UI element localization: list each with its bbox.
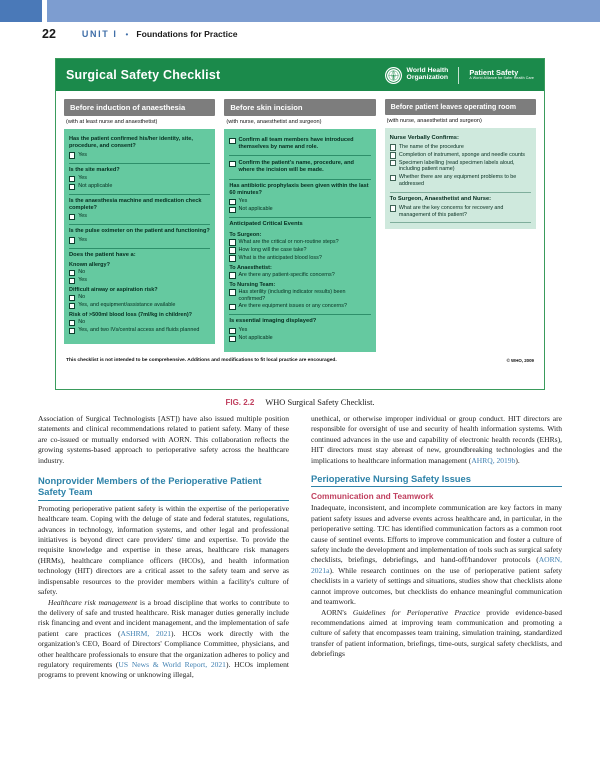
- column-1-header: Before induction of anaesthesia: [64, 99, 215, 116]
- column-1-panel: [64, 129, 215, 344]
- checklist-group: [69, 164, 210, 195]
- checklist-option[interactable]: [69, 175, 210, 182]
- checkbox-icon[interactable]: [229, 336, 235, 342]
- checkbox-icon[interactable]: [69, 303, 75, 309]
- paragraph-text: ). HCOs implement programs to prevent knowing or unknowing illegal,: [38, 659, 289, 680]
- running-head: [42, 24, 562, 44]
- checklist-option[interactable]: [69, 277, 210, 284]
- checkbox-icon[interactable]: [390, 205, 396, 211]
- checklist-option[interactable]: [229, 160, 370, 174]
- checklist-group: [229, 180, 370, 219]
- unit-label: UNIT I: [81, 29, 118, 39]
- who-logo-lockup: [385, 67, 534, 84]
- paragraph-text: is a broad discipline that works to contribute to the delivery of safe and trusted healthcare. Risk manager duties generally include risk financing and event and incident management, and the implementation of safe patient care practices (: [38, 597, 289, 638]
- checklist-option[interactable]: [69, 269, 210, 276]
- checklist-option[interactable]: [229, 247, 370, 254]
- checkbox-icon[interactable]: [229, 239, 235, 245]
- checkbox-icon[interactable]: [229, 207, 235, 213]
- paragraph: [38, 598, 289, 681]
- body-column-left: [38, 414, 289, 681]
- option-label: Yes: [78, 236, 87, 243]
- checkbox-icon[interactable]: [229, 247, 235, 253]
- checklist-subgroup-label: Known allergy?: [69, 262, 110, 269]
- option-label: How long will the case take?: [238, 246, 307, 253]
- who-emblem-icon: [385, 67, 402, 84]
- checklist-option[interactable]: [229, 206, 370, 213]
- option-label: Has sterility (including indicator results) been confirmed?: [238, 288, 346, 302]
- checklist-subgroup-label: To Nursing Team:: [229, 281, 276, 288]
- paragraph-text: provide evidence-based recommendations aimed at improving team communication and promoting a culture of safety that encompasses team training, simulation training, standardized transfer of patient information, briefings, time-outs, surgical safety checklists, and debriefings: [311, 607, 562, 659]
- checklist-question: To Surgeon, Anaesthetist and Nurse:: [389, 196, 492, 203]
- paragraph: [311, 608, 562, 660]
- figure-caption: [55, 392, 545, 410]
- paragraph: [311, 503, 562, 607]
- option-label: Yes: [78, 151, 87, 158]
- checklist-option[interactable]: [229, 335, 370, 342]
- option-label: Yes: [238, 198, 248, 205]
- option-label: Are there equipment issues or any concerns?: [238, 303, 347, 310]
- checklist-option[interactable]: [390, 152, 531, 159]
- checkbox-icon[interactable]: [69, 278, 75, 284]
- option-label: Not applicable: [238, 206, 273, 213]
- paragraph-text: ). While research continues on the use of perioperative patient safety checklists in a variety of settings and situations, studies show that checklists alone cannot improve outcomes, but checklists do enhance meaningful communication and teamwork.: [311, 565, 562, 607]
- checklist-question: Is the site marked?: [69, 166, 120, 173]
- checklist-columns: [56, 91, 544, 352]
- checkbox-icon[interactable]: [229, 161, 235, 167]
- option-label: Whether there are any equipment problems to be addressed: [398, 174, 517, 188]
- figure-footer: [56, 352, 544, 363]
- italic-title: Guidelines for Perioperative Practice: [352, 607, 481, 617]
- figure-number: FIG. 2.2: [225, 398, 255, 407]
- option-label: Yes: [78, 277, 87, 284]
- citation-reference[interactable]: US News & World Report, 2021: [118, 659, 226, 669]
- checklist-group: [229, 315, 370, 346]
- checklist-option[interactable]: [390, 160, 531, 174]
- checkbox-icon[interactable]: [69, 328, 75, 334]
- checklist-group: [69, 225, 210, 248]
- paragraph-text: AORN's: [321, 607, 353, 617]
- checklist-option[interactable]: [390, 205, 531, 219]
- option-label: Completion of instrument, sponge and needle counts: [398, 151, 526, 158]
- checkbox-icon[interactable]: [69, 214, 75, 220]
- option-label: No: [78, 269, 86, 276]
- figure-copyright: © WHO, 2009: [506, 357, 534, 363]
- checkbox-icon[interactable]: [69, 184, 75, 190]
- checkbox-icon[interactable]: [229, 272, 235, 278]
- checklist-group: [69, 249, 210, 338]
- column-3-subtitle: (with nurse, anaesthetist and surgeon): [386, 118, 482, 124]
- checkbox-icon[interactable]: [390, 144, 396, 150]
- checklist-option[interactable]: [229, 239, 370, 246]
- page-top-decorative-bar: [0, 0, 600, 22]
- checklist-option[interactable]: [229, 198, 370, 205]
- option-label: Yes: [238, 326, 248, 333]
- paragraph-text: ). HCOs work directly with the organization's CEO, Board of Directors' Compliance Committee, physicians, and other healthcare professionals to ensure that the organization adheres to policy and regulatory requirements (: [38, 628, 289, 669]
- checklist-option[interactable]: [69, 213, 210, 220]
- column-2-subtitle: (with nurse, anaesthetist and surgeon): [226, 119, 322, 125]
- checklist-option[interactable]: [229, 137, 370, 151]
- page-number: 22: [42, 27, 56, 41]
- body-text-area: [38, 414, 563, 681]
- figure-header-bar: [56, 59, 544, 91]
- option-label: Specimen labelling (read specimen labels aloud, including patient name): [398, 159, 515, 173]
- option-label: The name of the procedure: [398, 143, 464, 150]
- section-heading-nonprovider-members: Nonprovider Members of the Perioperative Patient Safety Team: [38, 475, 289, 501]
- checklist-option[interactable]: [229, 289, 370, 303]
- checklist-subgroup-label: Risk of >500ml blood loss (7ml/kg in children)?: [69, 311, 193, 318]
- checklist-option[interactable]: [69, 152, 210, 159]
- patient-safety-tagline: A World Alliance for Safer Health Care: [469, 76, 534, 80]
- option-label: Confirm all team members have introduced themselves by name and role.: [238, 137, 354, 151]
- checklist-question: Nurse Verbally Confirms:: [389, 135, 459, 141]
- option-label: Yes: [78, 174, 87, 181]
- who-logo-divider: [458, 67, 459, 84]
- checkbox-icon[interactable]: [69, 176, 75, 182]
- body-column-right: [311, 414, 562, 681]
- checklist-question: Anticipated Critical Events: [229, 221, 303, 228]
- who-line-1: World Health: [406, 67, 449, 75]
- who-wordmark: [407, 68, 449, 82]
- checkbox-icon[interactable]: [229, 199, 235, 205]
- figure-footer-note: This checklist is not intended to be comprehensive. Additions and modifications to fit local practice are encouraged.: [66, 357, 337, 363]
- checkbox-icon[interactable]: [69, 152, 75, 158]
- checklist-group: [229, 156, 370, 179]
- checklist-option[interactable]: [390, 144, 531, 151]
- italic-term: Healthcare risk management: [48, 597, 138, 607]
- checklist-option[interactable]: [229, 255, 370, 262]
- checklist-group: [69, 195, 210, 226]
- checklist-column-before-patient-leaves: [385, 99, 536, 352]
- checkbox-icon[interactable]: [390, 152, 396, 158]
- checkbox-icon[interactable]: [229, 304, 235, 310]
- checklist-option[interactable]: [69, 327, 210, 334]
- option-label: What are the key concerns for recovery and management of this patient?: [398, 204, 504, 218]
- checklist-subgroup-label: Difficult airway or aspiration risk?: [69, 287, 158, 294]
- figure-surgical-safety-checklist: [55, 58, 545, 390]
- checklist-group: [229, 133, 370, 156]
- running-head-bullet: •: [125, 29, 129, 39]
- checkbox-icon[interactable]: [390, 160, 396, 166]
- checklist-question: Has the patient confirmed his/her identity, site, procedure, and consent?: [69, 136, 193, 150]
- checklist-subgroup-label: To Surgeon:: [229, 231, 262, 238]
- paragraph-text: Inadequate, inconsistent, and incomplete communication are key factors in many patient safety issues and adverse events across healthcare and, in particular, in the perioperative setting. TJC has identified communication factors as a common root cause of sentinel events. Efforts to improve communication and foster a culture of safety include the development and implementation of tools such as surgical safety checklists, briefings, debriefings, and hand-off/handover protocols (: [311, 503, 562, 565]
- paragraph-text: ).: [515, 455, 520, 465]
- checklist-question: Is the anaesthesia machine and medication check complete?: [69, 197, 202, 212]
- checklist-option[interactable]: [69, 294, 210, 301]
- option-label: What are the critical or non-routine steps?: [238, 238, 339, 245]
- paragraph: Association of Surgical Technologists [AST]) have also issued multiple position statements and clinical recommendations related to patient safety. Many of these are co-issued or mutually endorsed with AORN. This collaboration reflects the growing systems-based approach to perioperative safety across the healthcare industry.: [38, 414, 289, 465]
- checkbox-icon[interactable]: [229, 255, 235, 261]
- topbar-light-segment: [47, 0, 600, 22]
- option-label: Are there any patient-specific concerns?: [238, 271, 335, 278]
- column-2-header: Before skin incision: [224, 99, 375, 116]
- section-heading-perioperative-nursing-safety-issues: Perioperative Nursing Safety Issues: [311, 473, 562, 487]
- option-label: Yes, and two IVs/central access and fluids planned: [78, 326, 200, 333]
- subsection-heading-communication-and-teamwork: Communication and Teamwork: [311, 491, 434, 502]
- checklist-option[interactable]: [390, 174, 531, 188]
- paragraph: [311, 414, 562, 466]
- option-label: What is the anticipated blood loss?: [238, 254, 322, 261]
- checkbox-icon[interactable]: [69, 320, 75, 326]
- checklist-group: [69, 133, 210, 164]
- checklist-question: Has antibiotic prophylaxis been given within the last 60 minutes?: [229, 182, 369, 196]
- checklist-option[interactable]: [69, 237, 210, 244]
- checkbox-icon[interactable]: [229, 289, 235, 295]
- checkbox-icon[interactable]: [390, 175, 396, 181]
- checklist-option[interactable]: [229, 272, 370, 279]
- checklist-option[interactable]: [69, 319, 210, 326]
- checklist-column-before-skin-incision: [224, 99, 375, 352]
- checklist-group: [390, 132, 531, 193]
- option-label: Yes, and equipment/assistance available: [78, 302, 176, 308]
- checklist-group: [390, 193, 531, 223]
- checklist-question: Is the pulse oximeter on the patient and functioning?: [69, 228, 210, 235]
- option-label: Yes: [78, 213, 87, 220]
- option-label: No: [78, 318, 86, 325]
- checklist-subgroup-label: To Anaesthetist:: [229, 264, 272, 271]
- topbar-dark-segment: [0, 0, 42, 22]
- paragraph-text: unethical, or otherwise improper individual or group conduct. HIT directors are responsible for oversight of use and security of health information systems. With continued advances in the use and capability of electronic health records (EHRs), HIT directors must stay abreast of new, groundbreaking technologies and the implications to healthcare information management (: [311, 414, 562, 465]
- who-line-2: Organization: [406, 74, 449, 81]
- column-3-panel: [385, 128, 536, 229]
- checkbox-icon[interactable]: [69, 237, 75, 243]
- column-2-panel: [224, 129, 375, 352]
- column-3-header: Before patient leaves operating room: [385, 99, 536, 115]
- running-head-title: Foundations for Practice: [136, 29, 238, 39]
- patient-safety-wordmark: [469, 69, 534, 81]
- checkbox-icon[interactable]: [229, 138, 235, 144]
- option-label: No: [78, 294, 86, 301]
- column-1-subtitle: (with at least nurse and anaesthetist): [66, 119, 158, 125]
- checklist-option[interactable]: [229, 303, 370, 310]
- figure-title: Surgical Safety Checklist: [66, 68, 221, 82]
- option-label: Not applicable: [238, 334, 273, 341]
- citation-reference[interactable]: AORN, 2021a: [311, 555, 562, 575]
- paragraph: Promoting perioperative patient safety is within the expertise of the perioperative healthcare team. Coping with the deluge of state and federal statutes, regulations, advances in technology, information systems, and other legal and professional initiatives is beyond direct care providers' time and expertise. To provide the requisite knowledge and expertise in these areas, healthcare risk managers (HRMs), healthcare compliance officers (HCOs), and health information technology (HIT) directors are a critical asset to the safety team and serve as indispensable resources to the provider members within a facility's culture of safety.: [38, 503, 289, 597]
- checkbox-icon[interactable]: [69, 295, 75, 301]
- checklist-question: Does the patient have a:: [69, 251, 136, 258]
- option-label: Not applicable: [78, 182, 113, 189]
- checklist-group: [229, 218, 370, 315]
- checklist-column-before-induction: [64, 99, 215, 352]
- citation-reference[interactable]: AHRQ, 2019b: [471, 455, 516, 465]
- patient-safety-label: Patient Safety: [469, 68, 519, 78]
- checklist-option[interactable]: [69, 183, 210, 190]
- checkbox-icon[interactable]: [229, 328, 235, 334]
- option-label: Confirm the patient's name, procedure, and where the incision will be made.: [238, 160, 354, 174]
- checklist-question: Is essential imaging displayed?: [229, 318, 317, 325]
- figure-caption-text: WHO Surgical Safety Checklist.: [265, 398, 375, 407]
- checklist-option[interactable]: [69, 302, 210, 309]
- checklist-option[interactable]: [229, 327, 370, 334]
- checkbox-icon[interactable]: [69, 270, 75, 276]
- citation-reference[interactable]: ASHRM, 2021: [120, 628, 172, 638]
